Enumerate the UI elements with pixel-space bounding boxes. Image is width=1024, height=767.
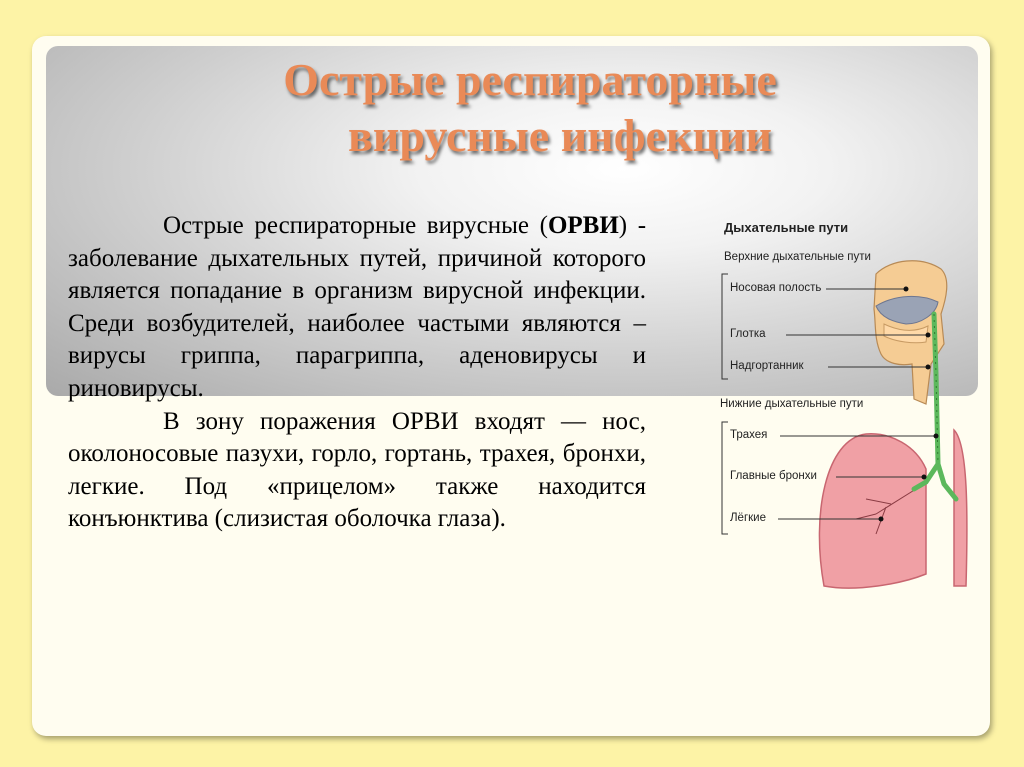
p1-abbr: ОРВИ bbox=[547, 212, 619, 239]
diagram-heading: Дыхательные пути bbox=[724, 220, 849, 235]
label-pharynx: Глотка bbox=[730, 328, 766, 340]
body-text bbox=[68, 210, 646, 536]
respiratory-diagram bbox=[716, 214, 968, 594]
title-line-2: вирусные инфекции bbox=[348, 110, 772, 161]
label-nasal-cavity: Носовая полость bbox=[730, 282, 822, 294]
paragraph-2: В зону поражения ОРВИ входят — нос, околоносовые пазухи, горло, гортань, трахея, бронхи, легкие. Под «прицелом» также находится конъюнктива (слизистая оболочка глаза). bbox=[68, 407, 646, 533]
label-epiglottis: Надгортанник bbox=[730, 360, 804, 372]
label-lungs: Лёгкие bbox=[730, 512, 766, 524]
label-trachea: Трахея bbox=[730, 429, 768, 441]
slide-title bbox=[160, 52, 900, 164]
p1-rest: - заболевание дыхательных путей, причиной которого является попадание в организм вирусной инфекции. Среди возбудителей, наиболее частыми являются – вирусы гриппа, парагриппа, аденовирусы и риновирусы. bbox=[68, 212, 647, 402]
p1-lead: Острые респираторные вирусные bbox=[163, 212, 530, 239]
title-line-1: Острые респираторные bbox=[283, 54, 777, 105]
lower-airways-label: Нижние дыхательные пути bbox=[720, 398, 864, 410]
paragraph-1: Острые респираторные вирусные (ОРВИ) - заболевание дыхательных путей, причиной которого является попадание в организм вирусной инфекции. Среди возбудителей, наиболее частыми являются – вирусы гриппа, парагриппа, аденовирусы и риновирусы. bbox=[68, 212, 647, 402]
label-main-bronchi: Главные бронхи bbox=[730, 470, 817, 482]
upper-airways-label: Верхние дыхательные пути bbox=[724, 251, 871, 263]
